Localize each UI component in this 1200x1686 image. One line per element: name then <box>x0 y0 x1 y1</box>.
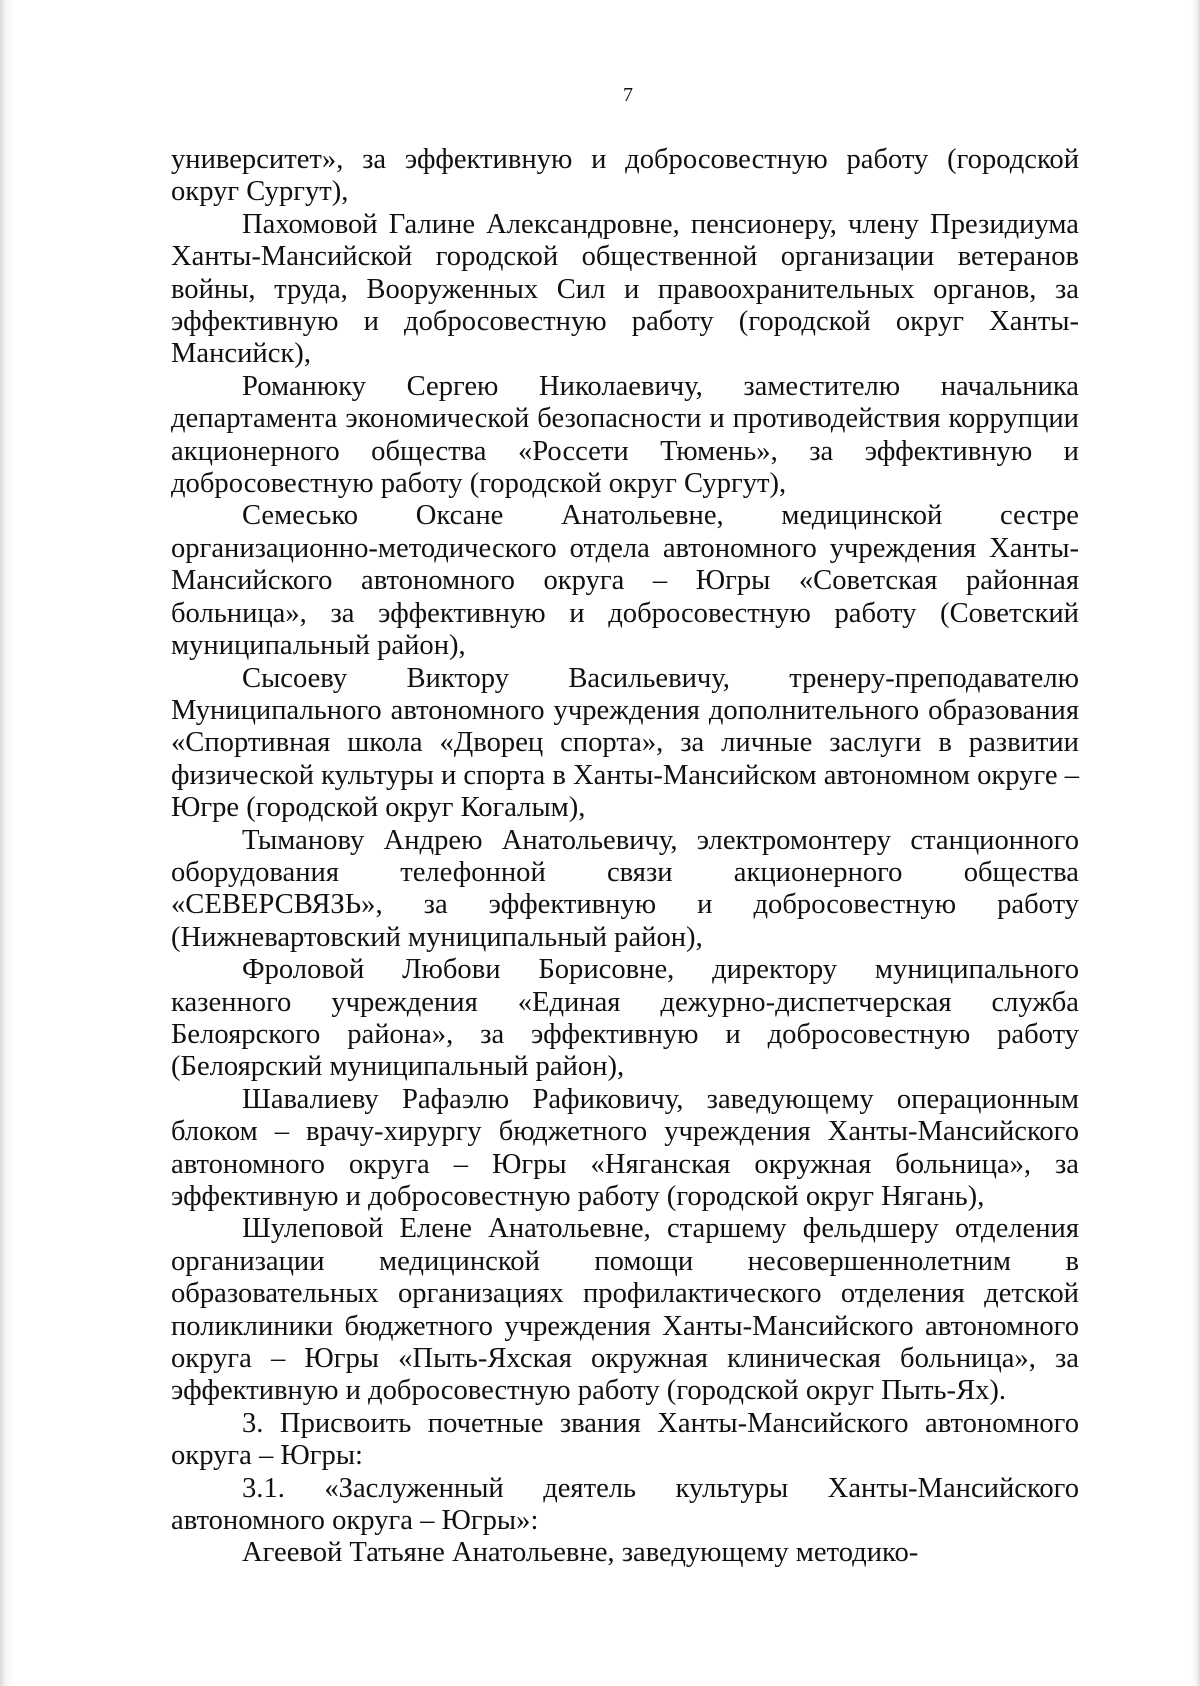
paragraph-shavaliev: Шавалиеву Рафаэлю Рафиковичу, заведующему операционным блоком – врачу-хирургу бюджетного учреждения Ханты-Мансийского автономного округа – Югры «Няганская окружная больница», за эффективную и добросовестную работу (городской округ Нягань), <box>171 1083 1079 1212</box>
document-body <box>171 144 1079 1570</box>
paragraph-section-3: 3. Присвоить почетные звания Ханты-Мансийского автономного округа – Югры: <box>171 1407 1079 1472</box>
paragraph-sysoev: Сысоеву Виктору Васильевичу, тренеру-преподавателю Муниципального автономного учреждения дополнительного образования «Спортивная школа «Дворец спорта», за личные заслуги в развитии физической культуры и спорта в Ханты-Мансийском автономном округе – Югре (городской округ Когалым), <box>171 662 1079 824</box>
paragraph-tymanov: Тыманову Андрею Анатольевичу, электромонтеру станционного оборудования телефонной связи акционерного общества «СЕВЕРСВЯЗЬ», за эффективную и добросовестную работу (Нижневартовский муниципальный район), <box>171 824 1079 953</box>
paragraph-semesko: Семесько Оксане Анатольевне, медицинской сестре организационно-методического отдела автономного учреждения Ханты-Мансийского автономного округа – Югры «Советская районная больница», за эффективную и добросовестную работу (Советский муниципальный район), <box>171 500 1079 662</box>
paragraph-pakhomova: Пахомовой Галине Александровне, пенсионеру, члену Президиума Ханты-Мансийской городской общественной организации ветеранов войны, труда, Вооруженных Сил и правоохранительных органов, за эффективную и добросовестную работу (городской округ Ханты-Мансийск), <box>171 208 1079 370</box>
paragraph-romanyuk: Романюку Сергею Николаевичу, заместителю начальника департамента экономической безопасности и противодействия коррупции акционерного общества «Россети Тюмень», за эффективную и добросовестную работу (городской округ Сургут), <box>171 370 1079 500</box>
paragraph-continuation: университет», за эффективную и добросовестную работу (городской округ Сургут), <box>171 144 1079 208</box>
paragraph-shulepova: Шулеповой Елене Анатольевне, старшему фельдшеру отделения организации медицинской помощи несовершеннолетним в образовательных организациях профилактического отделения детской поликлиники бюджетного учреждения Ханты-Мансийского автономного округа – Югры «Пыть-Яхская окружная клиническая больница», за эффективную и добросовестную работу (городской округ Пыть-Ях). <box>171 1213 1079 1407</box>
paragraph-section-3-1: 3.1. «Заслуженный деятель культуры Ханты-Мансийского автономного округа – Югры»: <box>171 1472 1079 1537</box>
paragraph-ageeva: Агеевой Татьяне Анатольевне, заведующему методико- <box>242 1537 919 1569</box>
paragraph-frolova: Фроловой Любови Борисовне, директору муниципального казенного учреждения «Единая дежурно-диспетчерская служба Белоярского района», за эффективную и добросовестную работу (Белоярский муниципальный район), <box>171 954 1079 1083</box>
scan-left-edge <box>0 0 14 1686</box>
page-number: 7 <box>623 84 633 106</box>
scan-right-edge <box>1190 0 1200 1686</box>
